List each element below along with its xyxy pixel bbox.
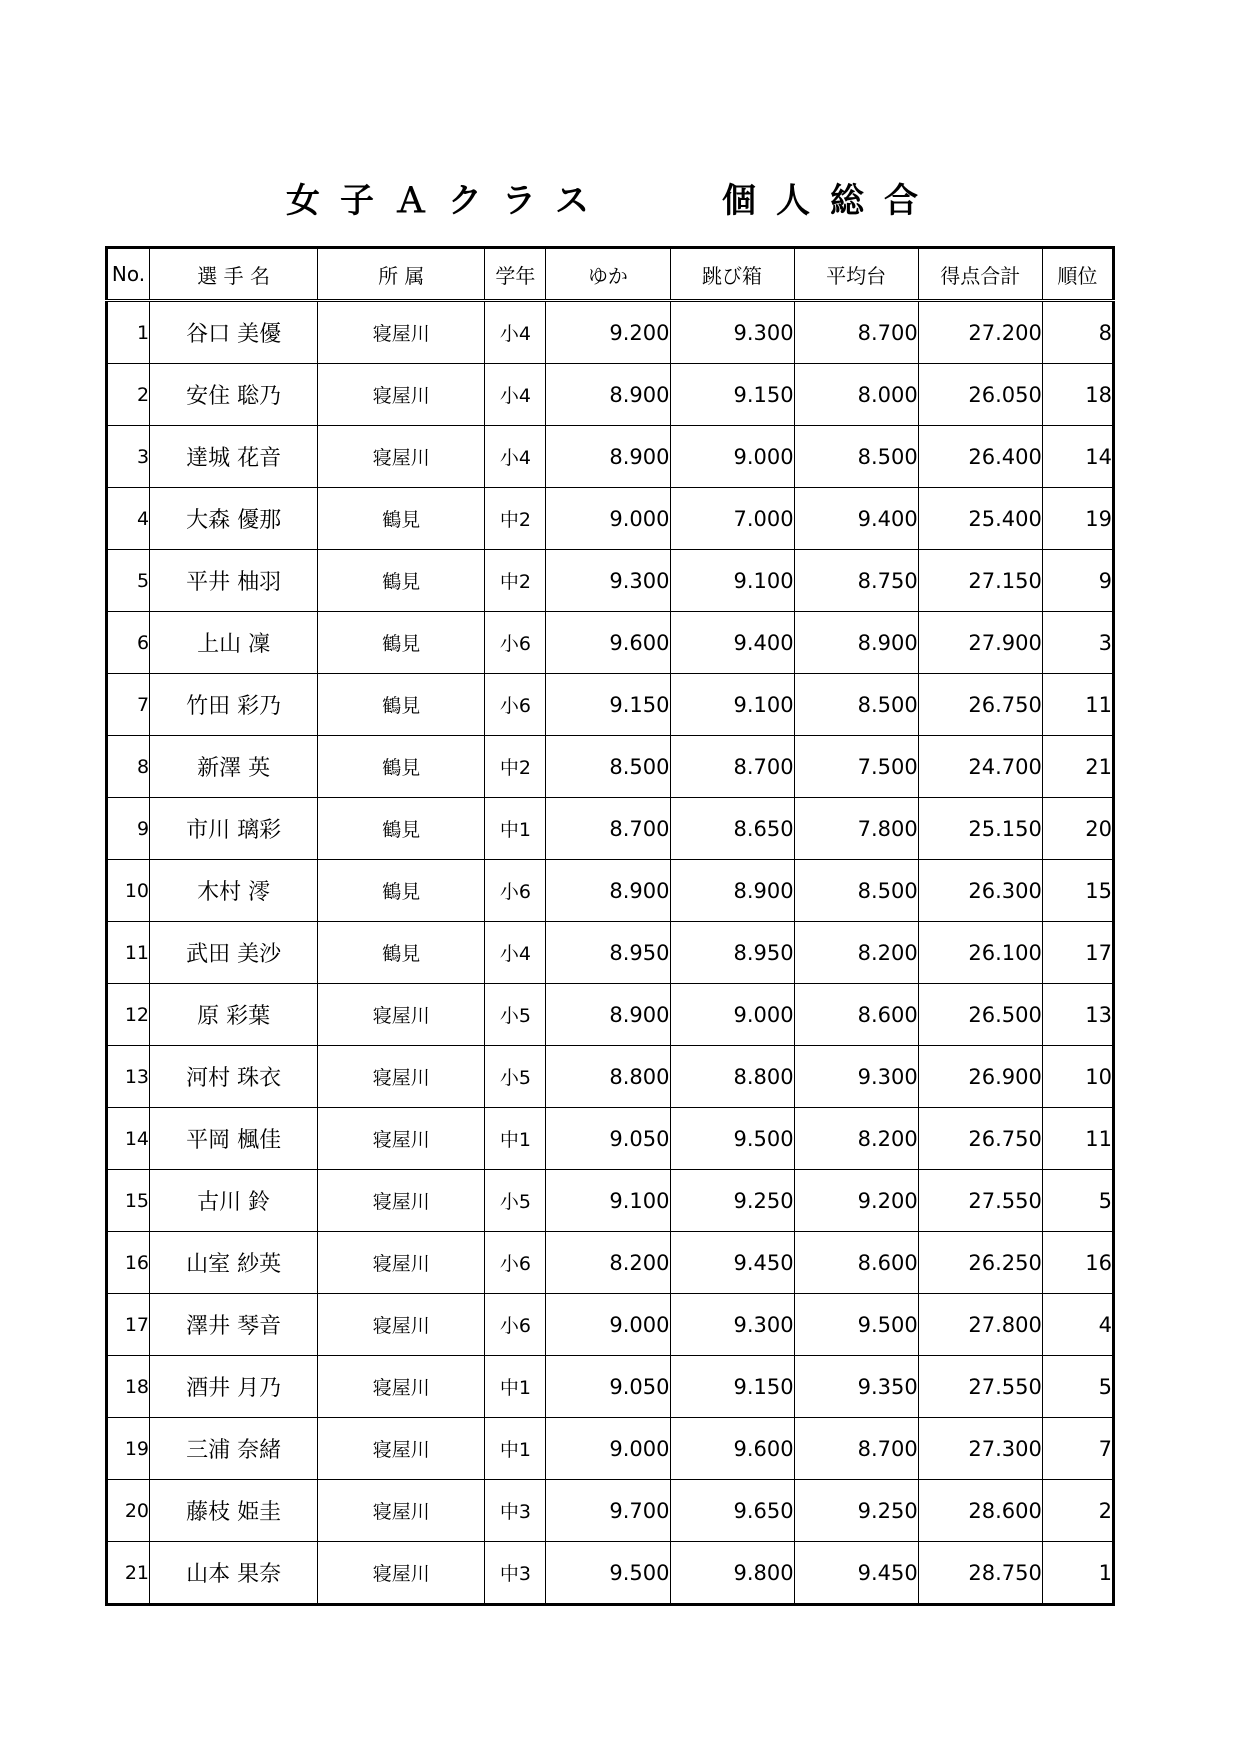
page-title xyxy=(0,176,1240,226)
cell-beam: 9.250 xyxy=(794,1480,918,1542)
cell-grade: 中2 xyxy=(485,736,546,798)
cell-floor: 8.800 xyxy=(546,1046,670,1108)
cell-total: 26.900 xyxy=(918,1046,1042,1108)
table-row xyxy=(107,550,1114,612)
cell-floor: 8.900 xyxy=(546,426,670,488)
cell-total: 27.550 xyxy=(918,1170,1042,1232)
cell-no: 21 xyxy=(107,1542,150,1605)
cell-rank: 17 xyxy=(1042,922,1113,984)
cell-vault: 8.950 xyxy=(670,922,794,984)
table-row xyxy=(107,674,1114,736)
results-body xyxy=(107,301,1114,1605)
cell-club: 寝屋川 xyxy=(318,1542,485,1605)
cell-grade: 中3 xyxy=(485,1542,546,1605)
header-floor: ゆか xyxy=(546,248,670,301)
cell-no: 12 xyxy=(107,984,150,1046)
cell-grade: 中1 xyxy=(485,1356,546,1418)
header-beam: 平均台 xyxy=(794,248,918,301)
cell-no: 20 xyxy=(107,1480,150,1542)
cell-no: 6 xyxy=(107,612,150,674)
cell-vault: 9.250 xyxy=(670,1170,794,1232)
header-no: No. xyxy=(107,248,150,301)
cell-club: 寝屋川 xyxy=(318,1356,485,1418)
cell-vault: 9.300 xyxy=(670,301,794,364)
cell-grade: 中3 xyxy=(485,1480,546,1542)
cell-club: 鶴見 xyxy=(318,674,485,736)
cell-grade: 中1 xyxy=(485,1418,546,1480)
cell-grade: 中1 xyxy=(485,798,546,860)
cell-beam: 8.500 xyxy=(794,674,918,736)
cell-grade: 小6 xyxy=(485,612,546,674)
header-total: 得点合計 xyxy=(918,248,1042,301)
cell-name: 武田 美沙 xyxy=(150,922,318,984)
cell-club: 寝屋川 xyxy=(318,1046,485,1108)
cell-beam: 9.450 xyxy=(794,1542,918,1605)
cell-vault: 9.150 xyxy=(670,1356,794,1418)
cell-rank: 15 xyxy=(1042,860,1113,922)
cell-grade: 小4 xyxy=(485,301,546,364)
cell-total: 27.550 xyxy=(918,1356,1042,1418)
cell-total: 28.750 xyxy=(918,1542,1042,1605)
cell-vault: 9.100 xyxy=(670,674,794,736)
cell-floor: 8.900 xyxy=(546,984,670,1046)
cell-beam: 8.200 xyxy=(794,922,918,984)
table-row xyxy=(107,1294,1114,1356)
cell-club: 寝屋川 xyxy=(318,1418,485,1480)
table-row xyxy=(107,860,1114,922)
cell-rank: 10 xyxy=(1042,1046,1113,1108)
cell-grade: 小6 xyxy=(485,860,546,922)
cell-no: 18 xyxy=(107,1356,150,1418)
cell-total: 26.100 xyxy=(918,922,1042,984)
cell-club: 寝屋川 xyxy=(318,364,485,426)
cell-beam: 8.750 xyxy=(794,550,918,612)
cell-vault: 9.400 xyxy=(670,612,794,674)
cell-no: 10 xyxy=(107,860,150,922)
cell-vault: 8.650 xyxy=(670,798,794,860)
cell-rank: 9 xyxy=(1042,550,1113,612)
cell-grade: 小5 xyxy=(485,1170,546,1232)
cell-name: 市川 璃彩 xyxy=(150,798,318,860)
cell-grade: 小4 xyxy=(485,364,546,426)
cell-total: 26.500 xyxy=(918,984,1042,1046)
cell-vault: 8.900 xyxy=(670,860,794,922)
cell-total: 26.050 xyxy=(918,364,1042,426)
cell-floor: 9.150 xyxy=(546,674,670,736)
cell-floor: 9.050 xyxy=(546,1108,670,1170)
cell-beam: 9.200 xyxy=(794,1170,918,1232)
cell-no: 9 xyxy=(107,798,150,860)
title-class: 女子Ａクラス xyxy=(286,181,609,221)
cell-floor: 8.900 xyxy=(546,364,670,426)
cell-beam: 8.000 xyxy=(794,364,918,426)
cell-floor: 8.200 xyxy=(546,1232,670,1294)
cell-total: 27.900 xyxy=(918,612,1042,674)
cell-grade: 小4 xyxy=(485,426,546,488)
cell-name: 大森 優那 xyxy=(150,488,318,550)
header-rank: 順位 xyxy=(1042,248,1113,301)
cell-club: 鶴見 xyxy=(318,922,485,984)
cell-name: 河村 珠衣 xyxy=(150,1046,318,1108)
cell-grade: 中1 xyxy=(485,1108,546,1170)
cell-no: 8 xyxy=(107,736,150,798)
cell-rank: 2 xyxy=(1042,1480,1113,1542)
cell-beam: 8.200 xyxy=(794,1108,918,1170)
cell-name: 古川 鈴 xyxy=(150,1170,318,1232)
table-row xyxy=(107,1232,1114,1294)
results-table xyxy=(105,246,1115,1606)
cell-name: 藤枝 姫圭 xyxy=(150,1480,318,1542)
cell-beam: 8.600 xyxy=(794,1232,918,1294)
cell-vault: 9.600 xyxy=(670,1418,794,1480)
cell-rank: 1 xyxy=(1042,1542,1113,1605)
table-row xyxy=(107,1170,1114,1232)
cell-name: 安住 聡乃 xyxy=(150,364,318,426)
cell-name: 三浦 奈緒 xyxy=(150,1418,318,1480)
cell-name: 平井 柚羽 xyxy=(150,550,318,612)
cell-beam: 9.300 xyxy=(794,1046,918,1108)
cell-beam: 8.500 xyxy=(794,426,918,488)
cell-floor: 9.200 xyxy=(546,301,670,364)
cell-rank: 19 xyxy=(1042,488,1113,550)
cell-rank: 14 xyxy=(1042,426,1113,488)
cell-club: 鶴見 xyxy=(318,612,485,674)
cell-rank: 5 xyxy=(1042,1170,1113,1232)
header-club: 所 属 xyxy=(318,248,485,301)
cell-grade: 小6 xyxy=(485,1294,546,1356)
cell-club: 寝屋川 xyxy=(318,1294,485,1356)
cell-total: 25.400 xyxy=(918,488,1042,550)
cell-vault: 9.000 xyxy=(670,984,794,1046)
table-row xyxy=(107,736,1114,798)
cell-rank: 7 xyxy=(1042,1418,1113,1480)
table-row xyxy=(107,798,1114,860)
header-row xyxy=(107,248,1114,301)
cell-grade: 小6 xyxy=(485,1232,546,1294)
cell-no: 19 xyxy=(107,1418,150,1480)
table-row xyxy=(107,984,1114,1046)
cell-floor: 8.700 xyxy=(546,798,670,860)
cell-total: 27.200 xyxy=(918,301,1042,364)
cell-rank: 20 xyxy=(1042,798,1113,860)
cell-total: 28.600 xyxy=(918,1480,1042,1542)
cell-rank: 13 xyxy=(1042,984,1113,1046)
table-row xyxy=(107,301,1114,364)
cell-name: 酒井 月乃 xyxy=(150,1356,318,1418)
cell-grade: 小4 xyxy=(485,922,546,984)
cell-floor: 9.600 xyxy=(546,612,670,674)
table-row xyxy=(107,426,1114,488)
cell-no: 11 xyxy=(107,922,150,984)
cell-total: 26.750 xyxy=(918,1108,1042,1170)
cell-grade: 中2 xyxy=(485,488,546,550)
cell-no: 16 xyxy=(107,1232,150,1294)
cell-rank: 11 xyxy=(1042,674,1113,736)
cell-name: 竹田 彩乃 xyxy=(150,674,318,736)
cell-club: 寝屋川 xyxy=(318,1232,485,1294)
cell-name: 澤井 琴音 xyxy=(150,1294,318,1356)
cell-no: 3 xyxy=(107,426,150,488)
cell-no: 1 xyxy=(107,301,150,364)
cell-total: 26.750 xyxy=(918,674,1042,736)
table-row xyxy=(107,1542,1114,1605)
cell-club: 寝屋川 xyxy=(318,984,485,1046)
cell-name: 谷口 美優 xyxy=(150,301,318,364)
cell-beam: 9.400 xyxy=(794,488,918,550)
cell-name: 平岡 楓佳 xyxy=(150,1108,318,1170)
cell-grade: 中2 xyxy=(485,550,546,612)
cell-rank: 21 xyxy=(1042,736,1113,798)
cell-floor: 9.000 xyxy=(546,1294,670,1356)
table-row xyxy=(107,1418,1114,1480)
table-row xyxy=(107,612,1114,674)
cell-beam: 8.500 xyxy=(794,860,918,922)
cell-floor: 9.000 xyxy=(546,488,670,550)
cell-club: 寝屋川 xyxy=(318,426,485,488)
cell-total: 25.150 xyxy=(918,798,1042,860)
cell-rank: 16 xyxy=(1042,1232,1113,1294)
cell-floor: 9.100 xyxy=(546,1170,670,1232)
cell-name: 達城 花音 xyxy=(150,426,318,488)
cell-rank: 11 xyxy=(1042,1108,1113,1170)
cell-name: 山本 果奈 xyxy=(150,1542,318,1605)
cell-club: 鶴見 xyxy=(318,798,485,860)
cell-total: 26.250 xyxy=(918,1232,1042,1294)
cell-beam: 7.800 xyxy=(794,798,918,860)
cell-no: 15 xyxy=(107,1170,150,1232)
cell-club: 鶴見 xyxy=(318,860,485,922)
cell-floor: 8.900 xyxy=(546,860,670,922)
cell-no: 17 xyxy=(107,1294,150,1356)
cell-name: 山室 紗英 xyxy=(150,1232,318,1294)
table-row xyxy=(107,1108,1114,1170)
cell-beam: 7.500 xyxy=(794,736,918,798)
cell-beam: 9.350 xyxy=(794,1356,918,1418)
cell-vault: 8.700 xyxy=(670,736,794,798)
cell-club: 鶴見 xyxy=(318,550,485,612)
cell-grade: 小5 xyxy=(485,1046,546,1108)
cell-beam: 8.700 xyxy=(794,1418,918,1480)
cell-vault: 9.800 xyxy=(670,1542,794,1605)
cell-name: 木村 澪 xyxy=(150,860,318,922)
cell-no: 4 xyxy=(107,488,150,550)
cell-no: 7 xyxy=(107,674,150,736)
cell-floor: 8.500 xyxy=(546,736,670,798)
cell-no: 5 xyxy=(107,550,150,612)
cell-total: 27.150 xyxy=(918,550,1042,612)
cell-beam: 9.500 xyxy=(794,1294,918,1356)
cell-total: 26.400 xyxy=(918,426,1042,488)
table-row xyxy=(107,1480,1114,1542)
cell-vault: 9.450 xyxy=(670,1232,794,1294)
cell-no: 14 xyxy=(107,1108,150,1170)
cell-total: 24.700 xyxy=(918,736,1042,798)
cell-vault: 9.000 xyxy=(670,426,794,488)
cell-floor: 9.500 xyxy=(546,1542,670,1605)
cell-club: 寝屋川 xyxy=(318,301,485,364)
cell-club: 鶴見 xyxy=(318,736,485,798)
cell-beam: 8.700 xyxy=(794,301,918,364)
cell-no: 2 xyxy=(107,364,150,426)
cell-vault: 8.800 xyxy=(670,1046,794,1108)
cell-vault: 9.150 xyxy=(670,364,794,426)
cell-vault: 7.000 xyxy=(670,488,794,550)
title-category: 個人総合 xyxy=(722,181,938,221)
table-row xyxy=(107,364,1114,426)
cell-grade: 小6 xyxy=(485,674,546,736)
cell-floor: 8.950 xyxy=(546,922,670,984)
cell-total: 27.800 xyxy=(918,1294,1042,1356)
cell-name: 原 彩葉 xyxy=(150,984,318,1046)
cell-beam: 8.900 xyxy=(794,612,918,674)
cell-rank: 18 xyxy=(1042,364,1113,426)
cell-grade: 小5 xyxy=(485,984,546,1046)
cell-club: 寝屋川 xyxy=(318,1170,485,1232)
cell-club: 鶴見 xyxy=(318,488,485,550)
cell-club: 寝屋川 xyxy=(318,1480,485,1542)
cell-vault: 9.100 xyxy=(670,550,794,612)
header-name: 選 手 名 xyxy=(150,248,318,301)
cell-floor: 9.300 xyxy=(546,550,670,612)
cell-floor: 9.700 xyxy=(546,1480,670,1542)
cell-club: 寝屋川 xyxy=(318,1108,485,1170)
table-row xyxy=(107,1046,1114,1108)
table-row xyxy=(107,1356,1114,1418)
cell-floor: 9.050 xyxy=(546,1356,670,1418)
cell-vault: 9.300 xyxy=(670,1294,794,1356)
cell-rank: 5 xyxy=(1042,1356,1113,1418)
cell-vault: 9.500 xyxy=(670,1108,794,1170)
header-vault: 跳び箱 xyxy=(670,248,794,301)
cell-total: 27.300 xyxy=(918,1418,1042,1480)
cell-floor: 9.000 xyxy=(546,1418,670,1480)
cell-vault: 9.650 xyxy=(670,1480,794,1542)
cell-rank: 8 xyxy=(1042,301,1113,364)
cell-name: 上山 凜 xyxy=(150,612,318,674)
cell-rank: 3 xyxy=(1042,612,1113,674)
table-row xyxy=(107,922,1114,984)
cell-beam: 8.600 xyxy=(794,984,918,1046)
table-row xyxy=(107,488,1114,550)
cell-no: 13 xyxy=(107,1046,150,1108)
cell-rank: 4 xyxy=(1042,1294,1113,1356)
cell-name: 新澤 英 xyxy=(150,736,318,798)
cell-total: 26.300 xyxy=(918,860,1042,922)
header-grade: 学年 xyxy=(485,248,546,301)
